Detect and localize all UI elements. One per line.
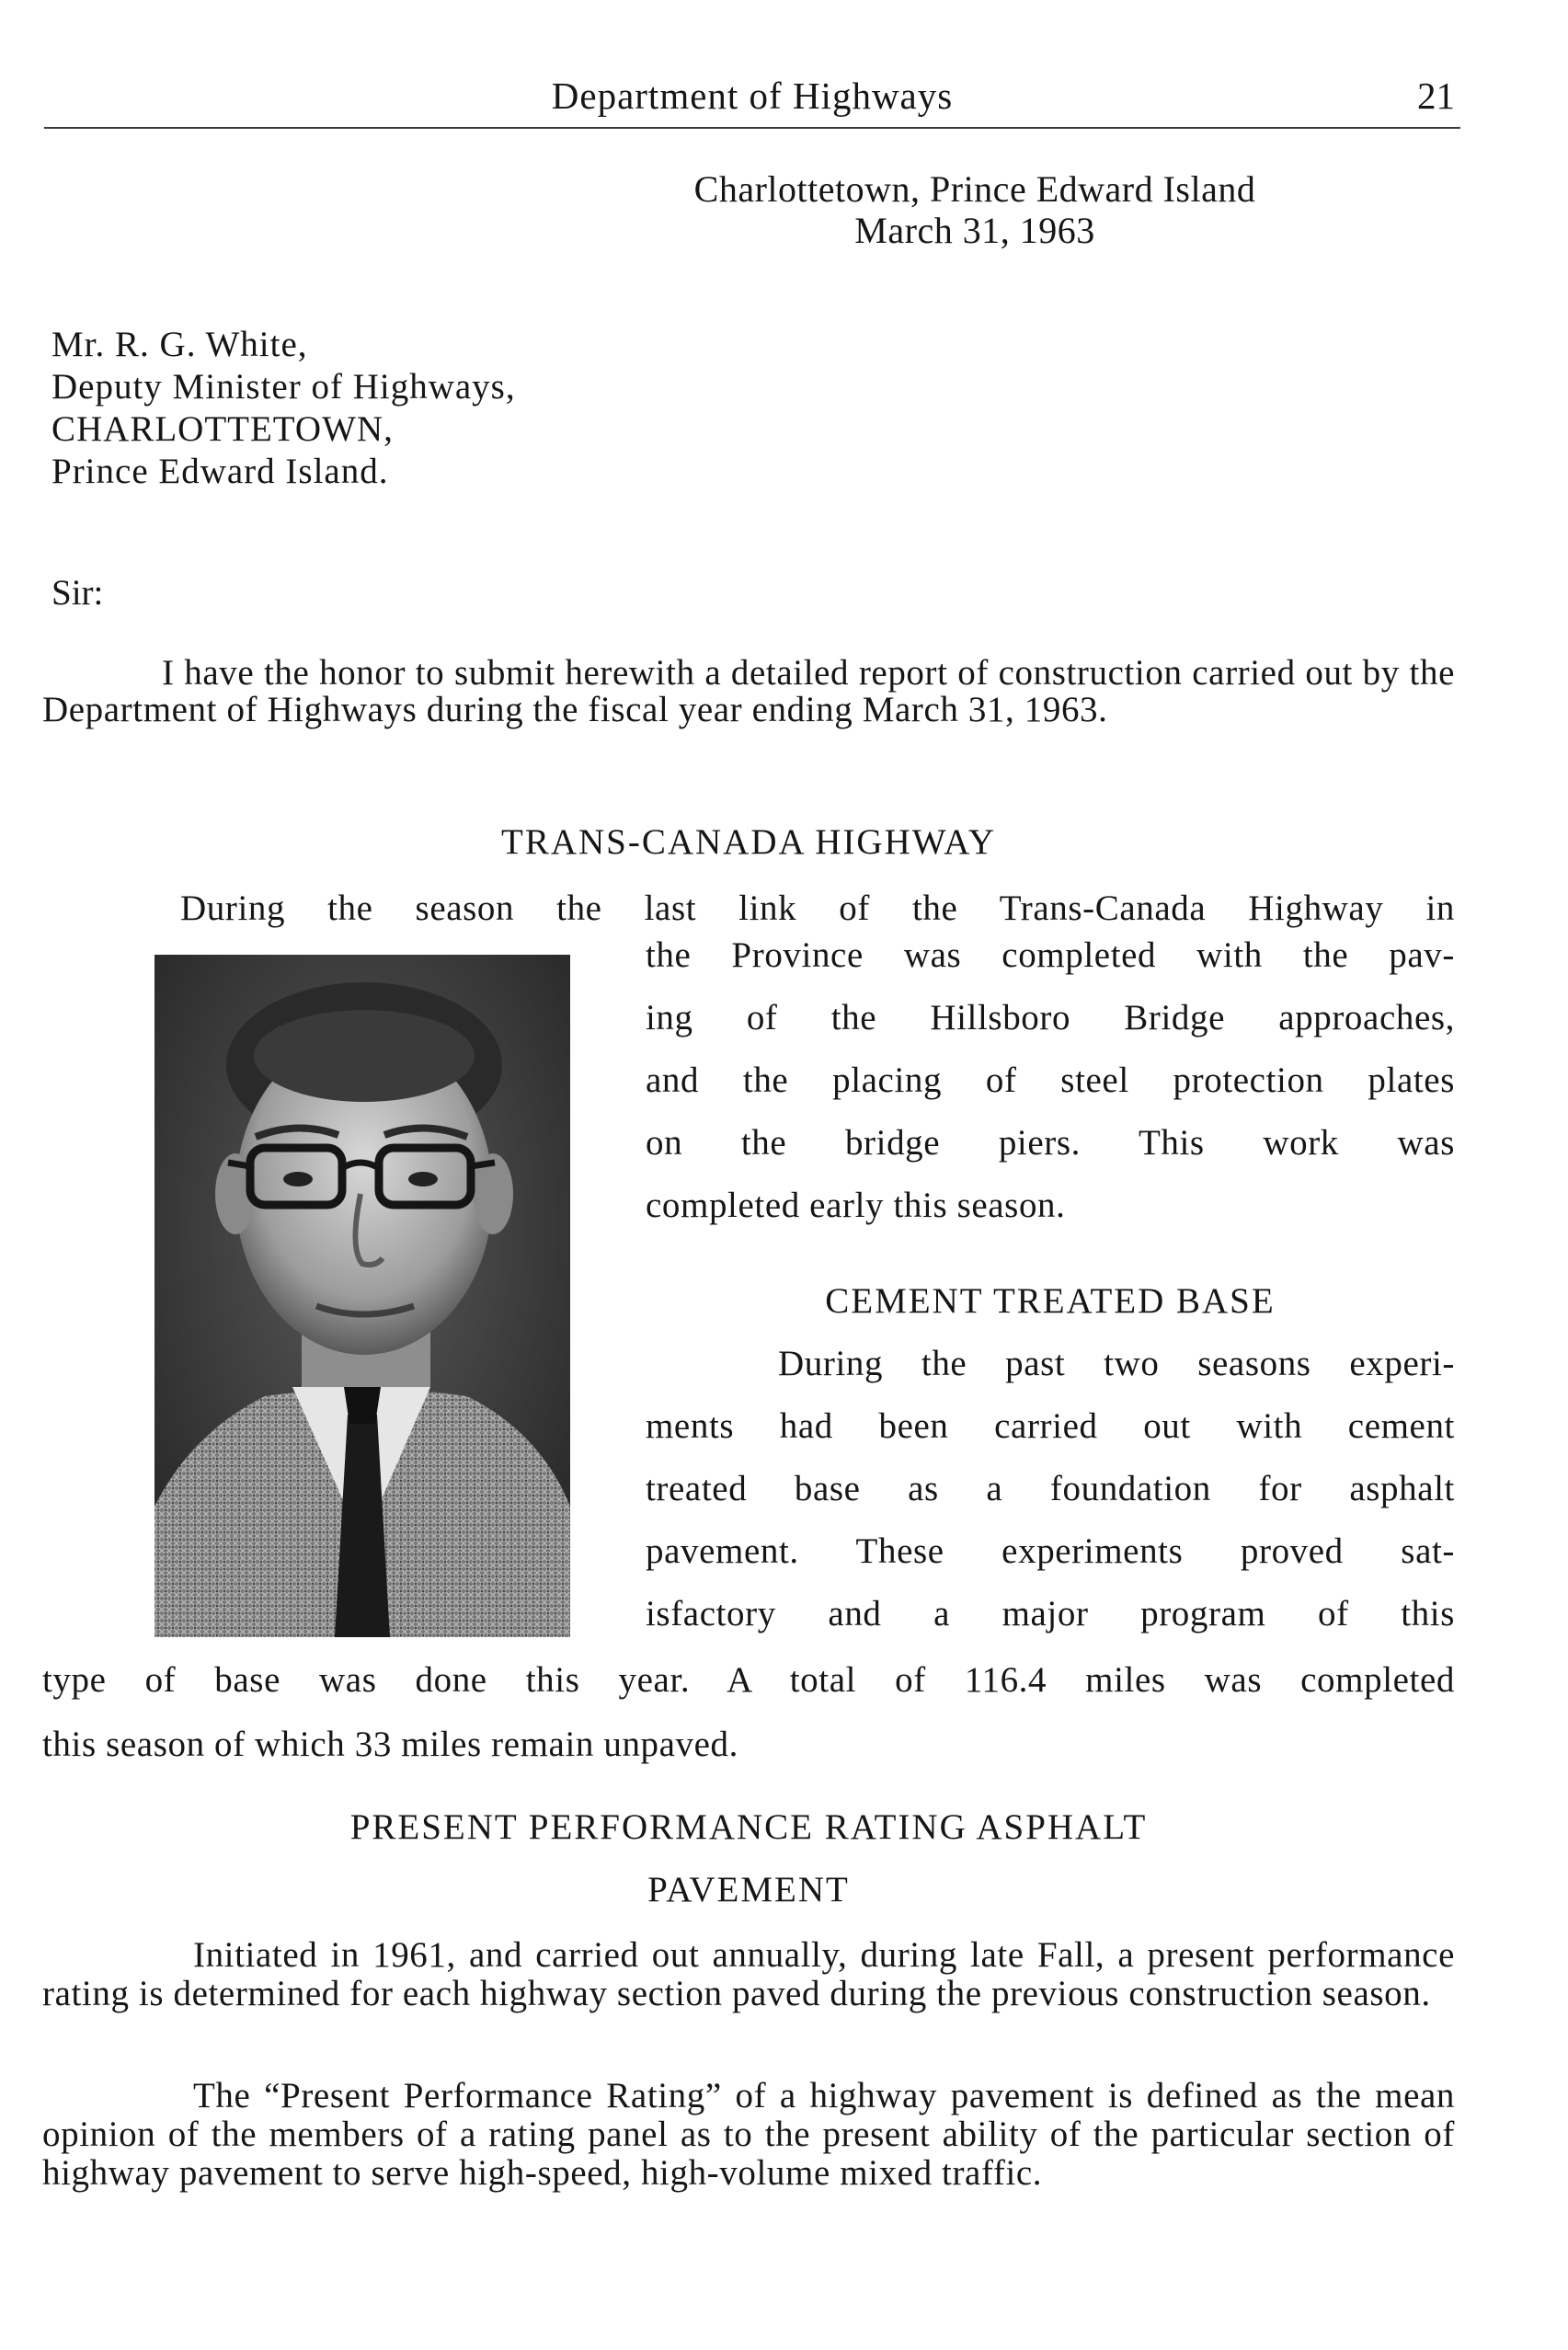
dateline-date: March 31, 1963 [854,210,1095,251]
trans-canada-heading: TRANS-CANADA HIGHWAY [501,822,996,862]
performance-paragraph: Initiated in 1961, and carried out annually, during late Fall, a present performance rating is determined for each highway section paved during the previous construction season. [42,1935,1455,2013]
cement-treated-base-heading: CEMENT TREATED BASE [825,1281,1276,1321]
cement-base-line: isfactory and a major program of this [646,1594,1455,1634]
salutation: Sir: [52,573,104,613]
portrait-photo [155,955,570,1637]
performance-paragraph: The “Present Performance Rating” of a highway pavement is defined as the mean opinion of the members of a rating panel as to the present ability of the particular section of highway pavement to serve high-speed, high-volume mixed traffic. [42,2076,1455,2193]
trans-canada-line: ing of the Hillsboro Bridge approaches, [646,998,1455,1037]
performance-rating-heading-cont: PAVEMENT [647,1870,850,1909]
addressee-line: CHARLOTTETOWN, [52,409,394,449]
cement-base-line: treated base as a foundation for asphalt [646,1469,1455,1508]
running-title: Department of Highways [551,75,954,117]
trans-canada-first-line: During the season the last link of the Trans-Canada Highway in [180,888,1455,928]
dateline-place: Charlottetown, Prince Edward Island [693,168,1256,210]
addressee-line: Deputy Minister of Highways, [52,367,516,407]
performance-rating-heading: PRESENT PERFORMANCE RATING ASPHALT [349,1807,1148,1847]
cement-base-line: During the past two seasons experi- [778,1344,1455,1383]
trans-canada-line: completed early this season. [646,1186,1066,1225]
intro-paragraph: I have the honor to submit herewith a detailed report of construction carried out by the Department of Highways during the fiscal year ending March 31, 1963. [42,653,1455,729]
page-number: 21 [1417,75,1455,117]
trans-canada-line: and the placing of steel protection plates [646,1060,1455,1100]
trans-canada-line: the Province was completed with the pav- [646,935,1455,975]
dateline [589,168,1361,251]
addressee-line: Mr. R. G. White, [52,325,308,364]
cement-base-line: pavement. These experiments proved sat- [646,1531,1455,1571]
addressee-line: Prince Edward Island. [52,452,389,491]
addressee-block [52,324,516,493]
cement-base-full-line: this season of which 33 miles remain unpaved. [42,1725,739,1764]
cement-base-full-line: type of base was done this year. A total of 116.4 miles was completed [42,1660,1455,1700]
trans-canada-line: on the bridge piers. This work was [646,1123,1455,1163]
running-head [44,74,1460,129]
cement-base-line: ments had been carried out with cement [646,1406,1455,1446]
